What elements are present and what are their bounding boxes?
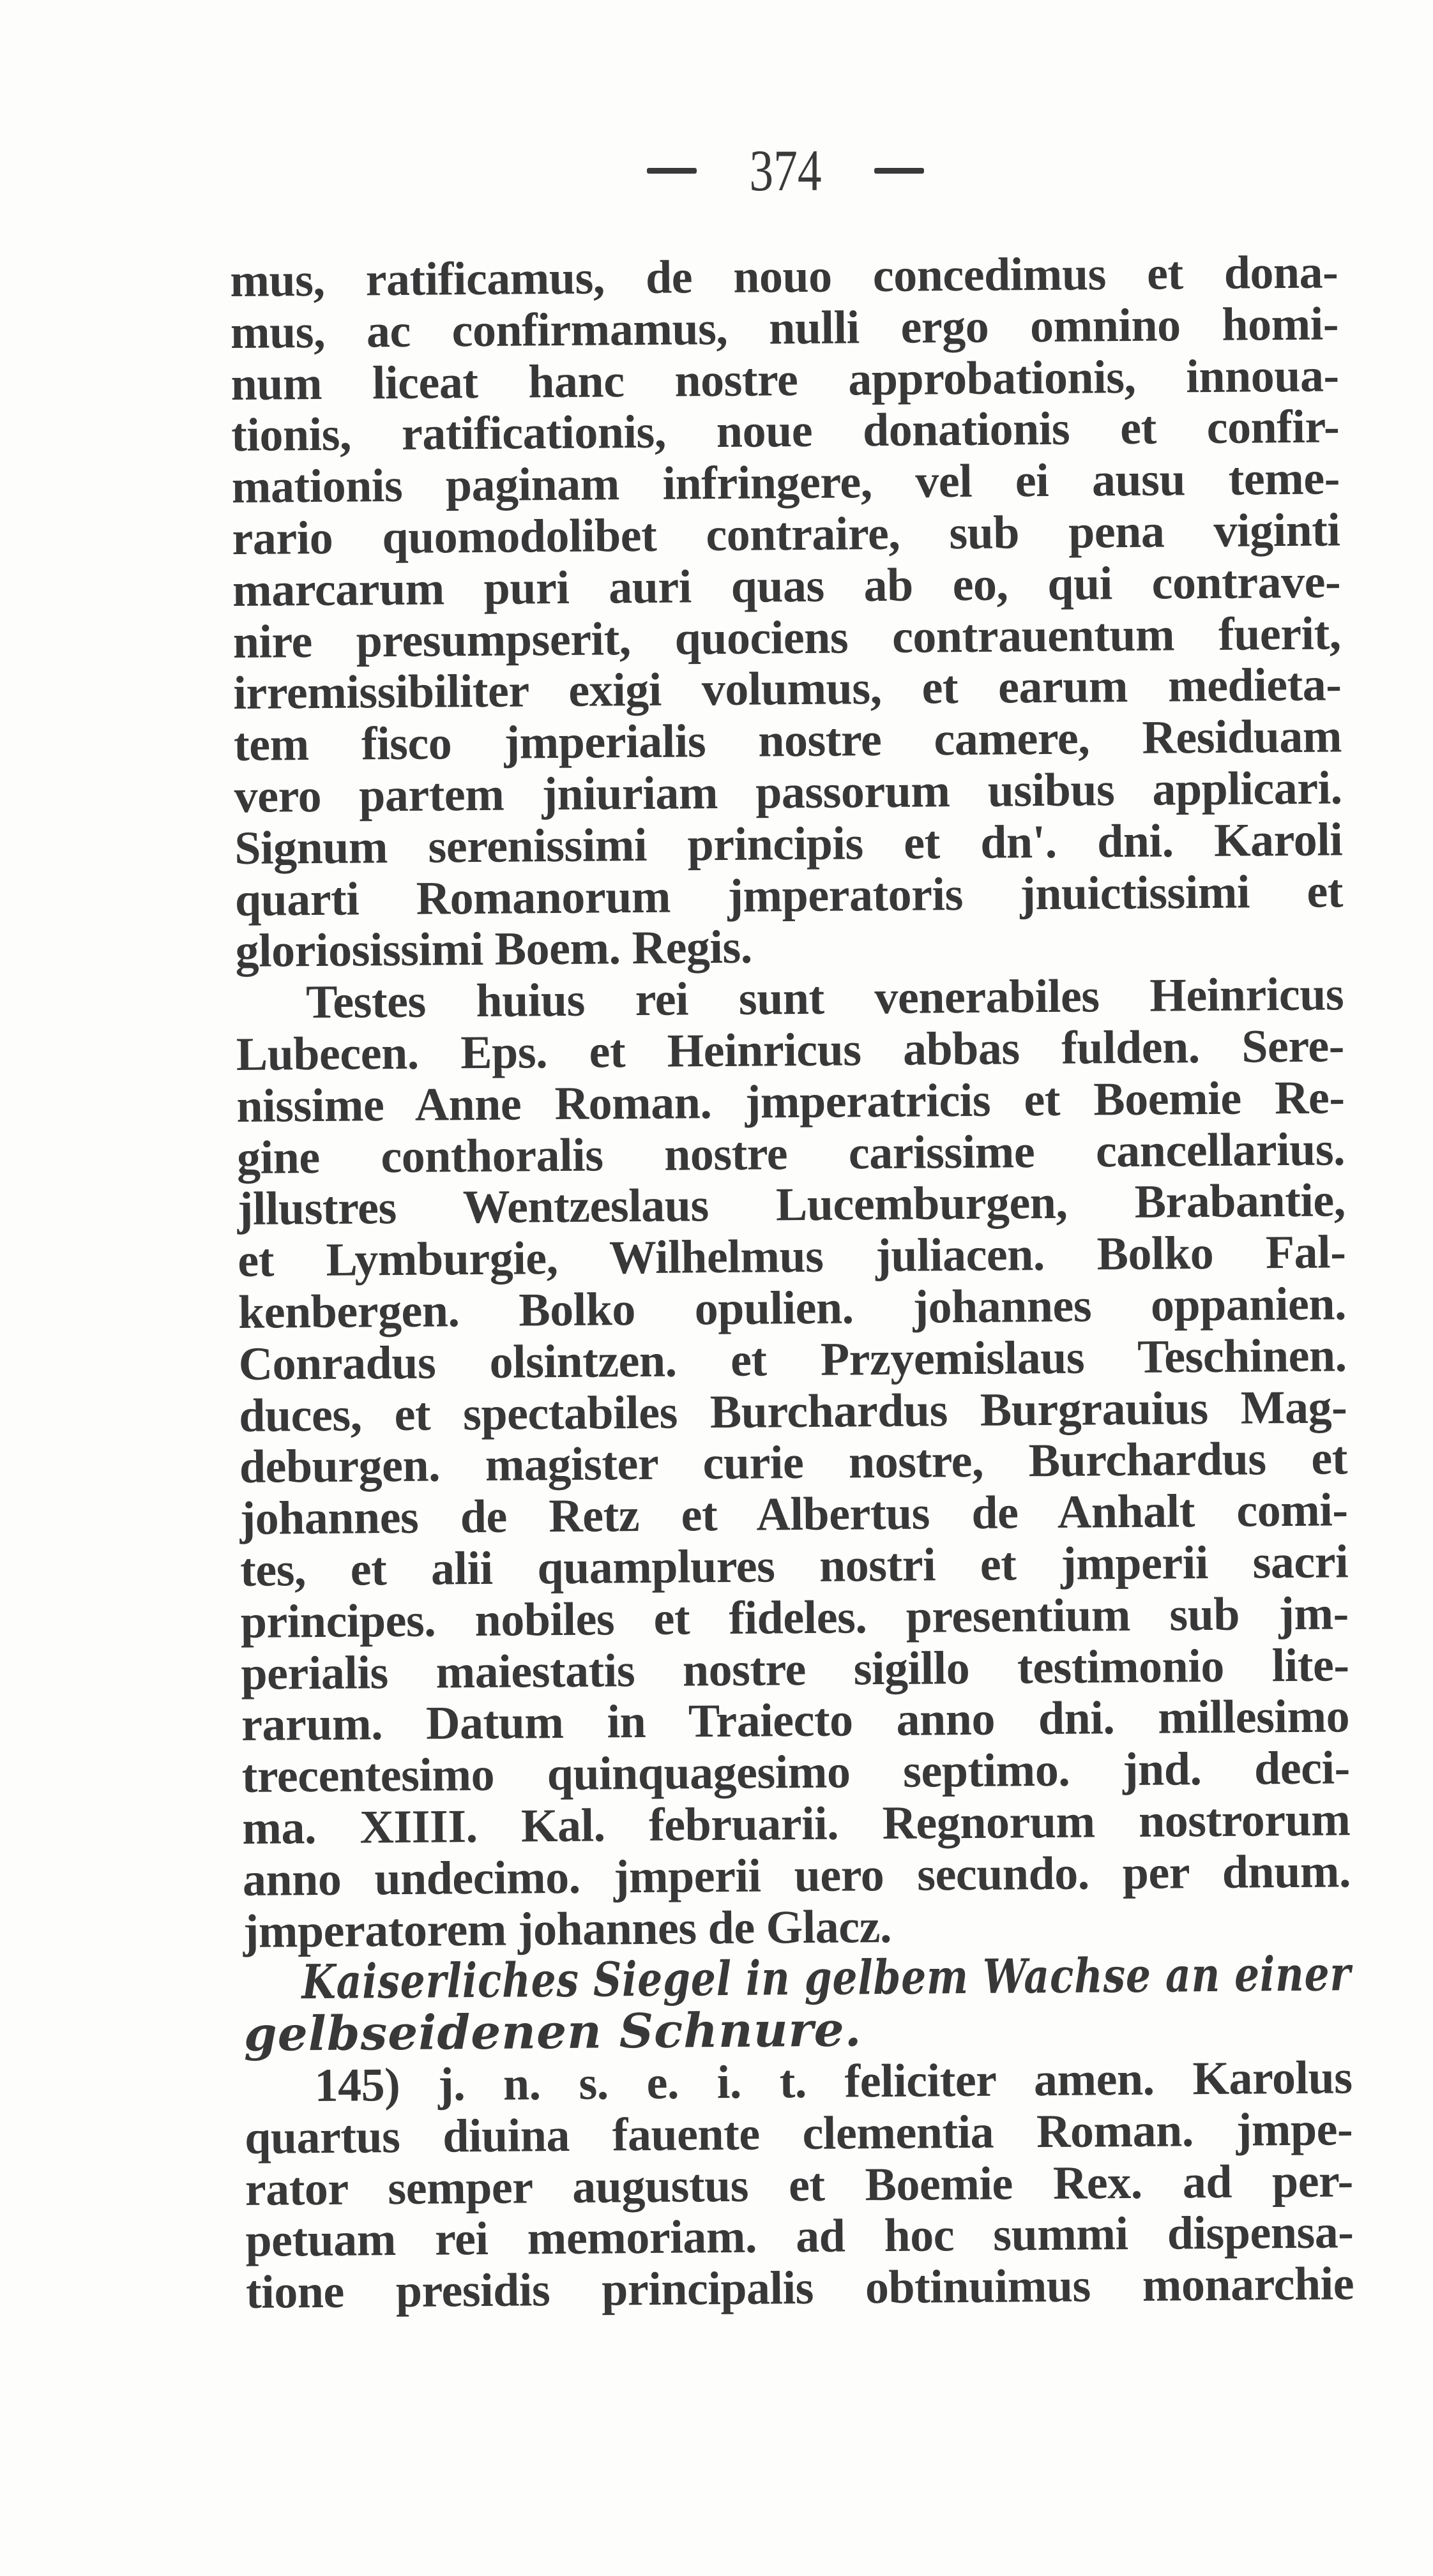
text-line: gloriosissimi Boem. Regis. [235,921,753,978]
text-line: rarum. Datum in Traiecto anno dni. millesimo [241,1690,1350,1752]
text-line: kenbergen. Bolko opulien. johannes oppanien. [238,1277,1347,1339]
text-line: nire presumpserit, quociens contrauentum fuerit, [232,606,1342,668]
text-line: perialis maiestatis nostre sigillo testimonio lite- [241,1638,1349,1700]
text-line: rator semper augustus et Boemie Rex. ad per- [245,2154,1354,2216]
text-line: anno undecimo. jmperii uero secundo. per dnum. [242,1845,1351,1906]
text-line: num liceat hanc nostre approbationis, innoua- [231,349,1339,411]
page-number: 374 [749,138,822,203]
text-line: Lubecen. Eps. et Heinricus abbas fulden. Sere- [236,1020,1345,1081]
text-line: tionis, ratificationis, noue donationis et confir- [231,400,1340,462]
text-line: gine conthoralis nostre carissime cancellarius. [236,1122,1346,1184]
text-line: mus, ac confirmamus, nulli ergo omnino homi- [230,298,1339,359]
text-line: vero partem jniuriam passorum usibus applicari. [234,762,1342,823]
text-line: rario quomodolibet contraire, sub pena viginti [232,504,1340,565]
text-line: johannes de Retz et Albertus de Anhalt comi- [239,1484,1348,1546]
text-line: tione presidis principalis obtinuimus monarchie [245,2257,1354,2319]
text-line: tem fisco jmperialis nostre camere, Residuam [233,710,1342,772]
text-line: quartus diuina fauente clementia Roman. jmpe- [244,2103,1353,2164]
text-line: et Lymburgie, Wilhelmus juliacen. Bolko Fal- [238,1226,1346,1288]
text-line: mationis paginam infringere, vel ei ausu teme- [231,452,1340,514]
text-line: 145) j. n. s. e. i. t. feliciter amen. Karolus [314,2051,1353,2113]
text-line: ma. XIIII. Kal. februarii. Regnorum nostrorum [242,1793,1351,1855]
text-line: jllustres Wentzeslaus Lucemburgen, Brabantie, [237,1174,1346,1236]
german-note-line: gelbseidenen Schnure. [243,2002,862,2063]
page-header [626,138,945,203]
text-line: Testes huius rei sunt venerabiles Heinricus [305,968,1344,1029]
text-line: jmperatorem johannes de Glacz. [243,1900,892,1958]
text-line: petuam rei memoriam. ad hoc summi dispensa- [245,2206,1354,2268]
text-line: duces, et spectabiles Burchardus Burgrauius Mag- [238,1380,1347,1442]
text-line: Conradus olsintzen. et Przyemislaus Teschinen. [238,1329,1347,1390]
text-line: deburgen. magister curie nostre, Burchardus et [239,1432,1348,1494]
text-line: nissime Anne Roman. jmperatricis et Boemie Re- [236,1071,1345,1133]
body-text [229,246,1354,2319]
text-line: tes, et alii quamplures nostri et jmperii sacri [239,1535,1349,1597]
header-right-dash [874,168,924,174]
text-line: trecentesimo quinquagesimo septimo. jnd. deci- [241,1742,1350,1804]
text-line: principes. nobiles et fideles. presentium sub jm- [240,1587,1349,1648]
text-line: mus, ratificamus, de nouo concedimus et dona- [229,246,1338,307]
german-note-line: Kaiserliches Siegel in gelbem Wachse an einer [301,1947,1351,2010]
text-line: quarti Romanorum jmperatoris jnuictissimi et [234,864,1344,926]
text-line: irremissibiliter exigi volumus, et earum medieta- [233,658,1342,720]
text-line: marcarum puri auri quas ab eo, qui contrave- [232,555,1341,617]
header-left-dash [647,168,697,174]
text-line: Signum serenissimi principis et dn'. dni. Karoli [234,813,1343,875]
